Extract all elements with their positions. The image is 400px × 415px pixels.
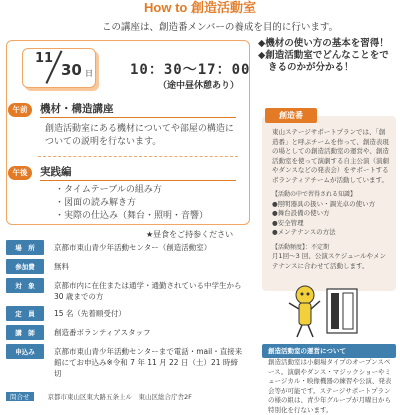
info-value: 15 名（先着順受付） (54, 309, 126, 318)
info-label: 参加費 (6, 259, 44, 274)
room-badge: 創造活動室の運営について (262, 344, 396, 358)
pm-badge: 午後 (8, 166, 32, 180)
intro-text: この講座は、創造番メンバーの養成を目的に行います。 (102, 22, 339, 33)
info-row (6, 278, 250, 302)
am-session-desc: 創造活動室にある機材についてや部屋の構造についての説明を行ないます。 (45, 124, 234, 147)
info-label: 対 象 (6, 278, 44, 293)
info-value: 創造番ボランティアスタッフ (54, 328, 151, 337)
pm-session-title: 実践編 (40, 166, 72, 178)
list-item: ●安全管理 (272, 218, 304, 227)
info-label: 定 員 (6, 306, 44, 321)
am-badge: 午前 (8, 103, 32, 117)
info-value: 京都市東山青少年活動センター（創造活動室） (54, 243, 212, 252)
info-row (6, 325, 250, 340)
break-note: （途中昼休憩あり） (158, 81, 240, 91)
club-info-box (262, 116, 396, 291)
info-row (6, 306, 250, 321)
pm-session-list (55, 184, 208, 223)
info-value: 無料 (54, 262, 69, 271)
list-item: ・図面の読み解き方 (55, 198, 137, 208)
list-item: ●メンテナンスの方法 (272, 228, 336, 236)
date-month: 11 (35, 51, 54, 66)
info-table (6, 240, 250, 379)
activities-title: 【活動の中で習得される知識】 (272, 191, 357, 198)
info-value: 京都市内に在住または通学・通勤されている中学生から 30 歳までの方 (54, 281, 242, 301)
list-item: ●舞台設備の使い方 (272, 209, 330, 217)
date-day: 30 (61, 61, 82, 79)
list-item: ◆創造活動室でどんなことをできるのかが分かる！ (258, 50, 389, 73)
list-item: ・実際の仕込み（舞台・照明・音響） (55, 211, 209, 221)
date-card (22, 48, 96, 88)
frequency-text: 月1回～3 回、公演スケジュールやメンテナンスに合わせて活動します。 (272, 252, 386, 270)
date-weekday: 日 (85, 69, 93, 78)
info-value: 京都市東山青少年活動センターまで電話・mail・直接来館にてお申込み※令和 7 年 11 月 22 日（土）21 時締切 (54, 347, 243, 378)
info-label: 講 師 (6, 325, 44, 340)
footer-label: 問合せ (6, 392, 34, 401)
pm-underline (40, 180, 236, 181)
footer-address: 京都市東山区東大路五条上ル 東山区総合庁舎2F (47, 393, 192, 401)
info-label: 申込み (6, 344, 44, 359)
info-row (6, 259, 250, 274)
bring-lunch-note: ★昼食をご持参ください (146, 230, 234, 239)
am-underline (40, 117, 236, 118)
club-desc: 東山ステージサポートプランでは、「創造番」と呼ぶチームを作って、創造表現の場としての創造活動室の運営や、創造活動室を使って演劇する自主公演（演劇やダンスなどの発表会）をサポートするボランティアチームが活動しています。 (272, 128, 389, 184)
info-row (6, 240, 250, 255)
info-row (6, 344, 250, 379)
benefits-list (258, 38, 398, 74)
info-label: 場 所 (6, 240, 44, 255)
footer (6, 392, 192, 401)
club-badge: 創造番 (265, 108, 317, 123)
dashed-divider (38, 156, 238, 157)
page-title: How to 創造活動室 (144, 0, 256, 15)
frequency-title: 【活動頻度】：不定期 (272, 243, 330, 251)
list-item: ・タイムテーブルの組み方 (55, 185, 162, 195)
mascot-illustration (265, 283, 365, 339)
list-item: ●照明器具の扱い・調光卓の使い方 (272, 199, 376, 208)
room-text: 創造活動室は小劇場タイプのオープンスペース。演劇やダンス・マジックショーやミュージカル・映像機器の練習や公演、発表会等が可能です。ステージサポートプランの様の組は、青少年グループが月曜日から特別化を行ないます。 (268, 358, 392, 414)
list-item: ◆機材の使い方の基本を習得！ (258, 38, 389, 49)
am-session-title: 機材・構造講座 (40, 103, 114, 115)
event-time: 10：30～17：00 (130, 62, 251, 78)
